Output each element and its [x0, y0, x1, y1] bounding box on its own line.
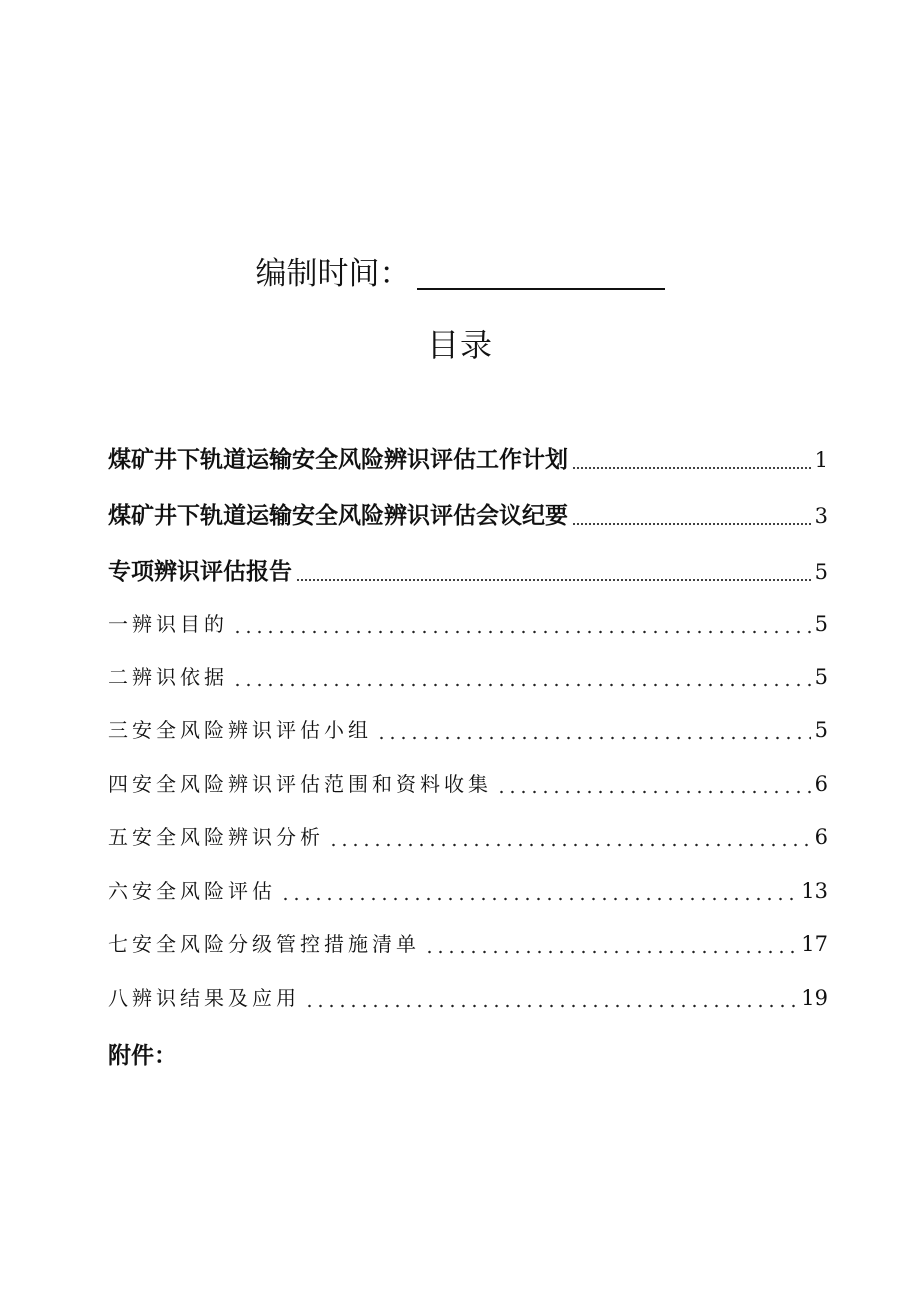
toc-entry-label: 五安全风险辨识分析: [108, 825, 324, 849]
toc-entry-page: 5: [814, 560, 828, 584]
toc-entry-section-8[interactable]: [108, 982, 828, 1014]
compile-time-blank: [417, 254, 665, 290]
toc-entry-page: 1: [814, 448, 828, 472]
toc-dot-leader: [572, 460, 811, 470]
compile-time-label: 编制时间：: [255, 256, 411, 292]
toc-entry-label: 八辨识结果及应用: [108, 986, 300, 1010]
toc-entry-label: 煤矿井下轨道运输安全风险辨识评估工作计划: [108, 447, 568, 473]
toc-entry-meeting-minutes[interactable]: [108, 498, 828, 534]
toc-dot-leader: [232, 624, 811, 634]
toc-title: 目录: [426, 326, 493, 364]
toc-dot-leader: [328, 837, 811, 847]
toc-entry-work-plan[interactable]: [108, 442, 828, 478]
toc-entry-label: 七安全风险分级管控措施清单: [108, 932, 420, 956]
toc-entry-page: 17: [801, 932, 828, 956]
toc-entry-label: 四安全风险辨识评估范围和资料收集: [108, 772, 492, 796]
toc-entry-label: 一辨识目的: [108, 612, 228, 636]
toc-entry-section-3[interactable]: [108, 714, 828, 746]
toc-entry-label: 六安全风险评估: [108, 879, 276, 903]
toc-entry-label: 三安全风险辨识评估小组: [108, 718, 372, 742]
toc-entry-page: 19: [801, 986, 828, 1010]
toc-entry-page: 5: [814, 718, 828, 742]
toc-entry-section-1[interactable]: [108, 608, 828, 640]
toc-dot-leader: [296, 572, 811, 582]
toc-entry-label: 煤矿井下轨道运输安全风险辨识评估会议纪要: [108, 503, 568, 529]
compile-time-line: [0, 252, 920, 296]
toc-entry-page: 3: [814, 504, 828, 528]
toc-dot-leader: [496, 784, 811, 794]
toc-entry-section-4[interactable]: [108, 768, 828, 800]
toc-dot-leader: [424, 944, 797, 954]
toc-dot-leader: [280, 891, 797, 901]
toc-dot-leader: [376, 730, 811, 740]
toc-entry-label: 二辨识依据: [108, 665, 228, 689]
attachment-label: 附件：: [108, 1043, 177, 1069]
toc-entry-page: 5: [814, 665, 828, 689]
toc-entry-page: 6: [814, 772, 828, 796]
toc-entry-page: 5: [814, 612, 828, 636]
toc-dot-leader: [572, 516, 811, 526]
toc-entry-special-report[interactable]: [108, 554, 828, 590]
toc-entry-section-2[interactable]: [108, 661, 828, 693]
toc-entry-label: 专项辨识评估报告: [108, 559, 292, 585]
toc-dot-leader: [304, 998, 797, 1008]
toc-entry-page: 6: [814, 825, 828, 849]
toc-entry-section-7[interactable]: [108, 928, 828, 960]
toc-entry-section-6[interactable]: [108, 875, 828, 907]
toc-entry-page: 13: [801, 879, 828, 903]
toc-dot-leader: [232, 677, 811, 687]
toc-entry-section-5[interactable]: [108, 821, 828, 853]
